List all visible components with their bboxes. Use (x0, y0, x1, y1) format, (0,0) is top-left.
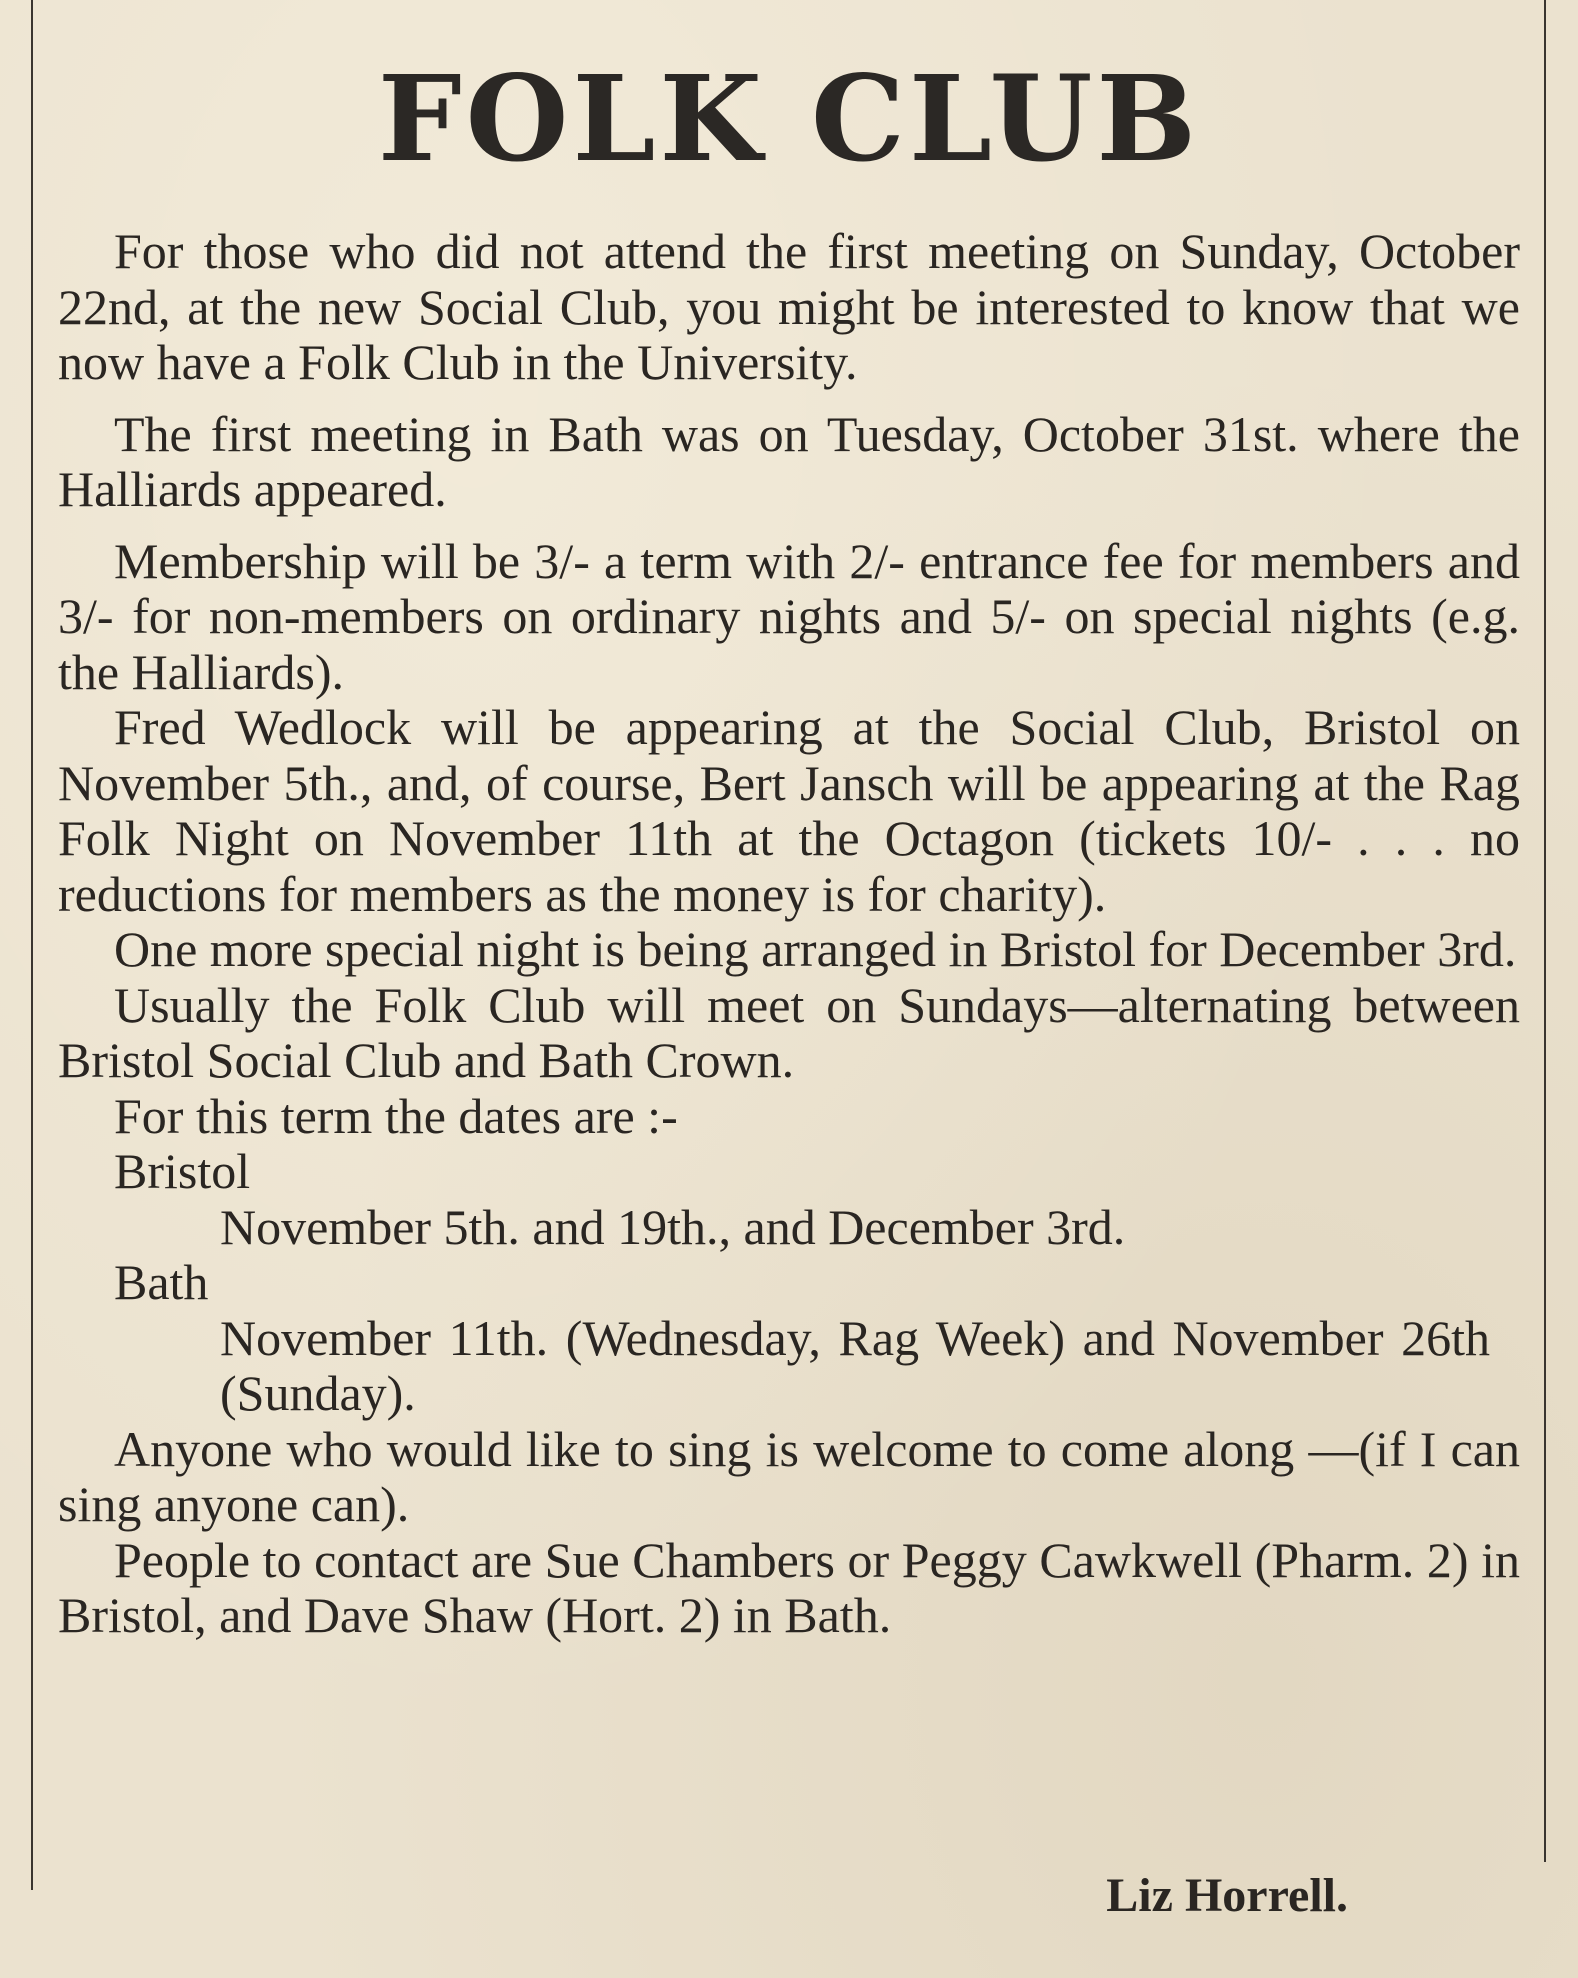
paragraph-membership: Membership will be 3/- a term with 2/- entrance fee for members and 3/- for non-members on ordinary nights and 5/- on special nights (e.g. the Halliards). (58, 532, 1520, 700)
article-body (58, 224, 1520, 1644)
article-headline: FOLK CLUB (377, 49, 1201, 188)
column-rule-left (31, 0, 33, 1890)
paragraph-intro: For those who did not attend the first meeting on Sunday, October 22nd, at the new Social Club, you might be interested to know that we now have a Folk Club in the University. (58, 223, 1520, 390)
paragraph-first-meeting: The first meeting in Bath was on Tuesday, October 31st. where the Halliards appeared. (58, 405, 1520, 517)
schedule-bath-dates: November 11th. (Wednesday, Rag Week) and November 26th (Sunday). (220, 1309, 1490, 1421)
schedule-bristol-label: Bristol (114, 1143, 251, 1199)
paragraph-singers-welcome: Anyone who would like to sing is welcome to come along —(if I can sing anyone can). (58, 1420, 1520, 1532)
paragraph-contacts: People to contact are Sue Chambers or Peggy Cawkwell (Pharm. 2) in Bristol, and Dave Shaw (Hort. 2) in Bath. (58, 1531, 1520, 1643)
paragraph-schedule-info: Usually the Folk Club will meet on Sundays—alternating between Bristol Social Club and Bath Crown. (58, 976, 1520, 1088)
schedule-bristol-dates: November 5th. and 19th., and December 3rd. (220, 1198, 1126, 1255)
paragraph-dates-intro: For this term the dates are :- (114, 1087, 678, 1144)
schedule-bath-label: Bath (114, 1254, 209, 1310)
paragraph-special-night: One more special night is being arranged in Bristol for December 3rd. (114, 921, 1517, 977)
paragraph-performers: Fred Wedlock will be appearing at the Social Club, Bristol on November 5th., and, of course, Bert Jansch will be appearing at the Rag Folk Night on November 11th at the Octagon (tickets 10/- . . . no reductions for members as the money is for charity). (58, 699, 1520, 922)
column-rule-right (1544, 0, 1546, 1862)
author-signature: Liz Horrell. (1106, 1869, 1348, 1922)
